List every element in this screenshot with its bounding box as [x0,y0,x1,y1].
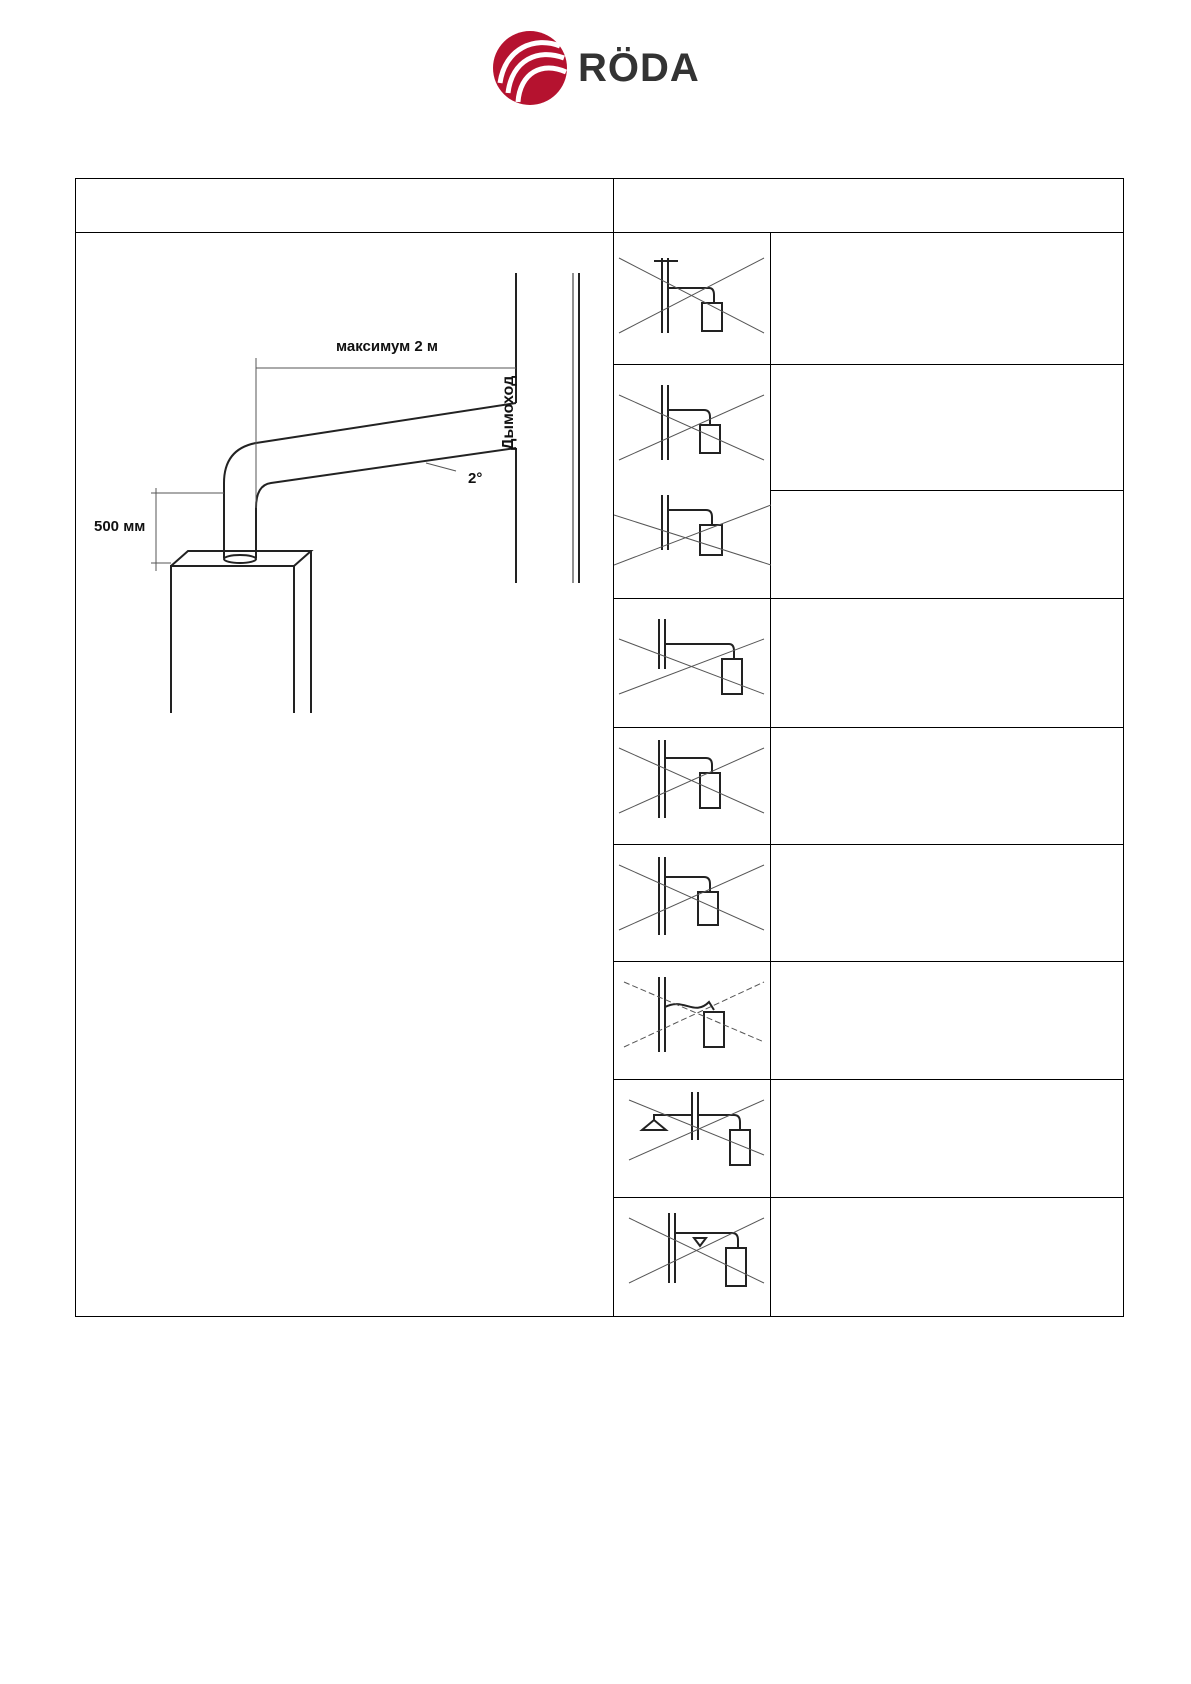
incorrect-example-5-text [771,728,1124,845]
wrong-install-1-icon [614,233,771,364]
label-chimney: Дымоход [500,375,517,450]
installation-table [75,178,1124,1317]
incorrect-example-4 [614,599,771,728]
incorrect-example-8-text [771,1080,1124,1198]
incorrect-example-6 [614,845,771,962]
wrong-install-9-icon [614,1198,771,1316]
incorrect-example-7 [614,962,771,1080]
label-height: 500 мм [94,518,146,535]
incorrect-example-7-text [771,962,1124,1080]
wrong-install-8-icon [614,1080,771,1197]
header-cell-correct [76,179,614,233]
incorrect-example-1-text [771,233,1124,365]
incorrect-example-3-text [771,491,1124,599]
label-max-length: максимум 2 м [336,338,439,355]
brand-name: RÖDA [578,46,700,90]
incorrect-example-9-text [771,1198,1124,1317]
wrong-install-4-icon [614,599,771,727]
incorrect-example-6-text [771,845,1124,962]
roda-swirl-icon [490,28,570,108]
wrong-install-6-icon [614,845,771,961]
roda-logo [490,28,710,108]
wrong-install-5-icon [614,728,771,844]
incorrect-example-2-text [771,365,1124,491]
header-cell-incorrect [614,179,1124,233]
incorrect-example-1 [614,233,771,365]
incorrect-example-5 [614,728,771,845]
incorrect-example-4-text [771,599,1124,728]
incorrect-example-8 [614,1080,771,1198]
label-angle: 2° [468,470,483,487]
correct-install-cell [76,233,614,1317]
correct-install-diagram [76,233,614,713]
incorrect-example-2 [614,365,771,599]
wrong-install-7-icon [614,962,771,1079]
wrong-install-2-icon [614,365,771,597]
incorrect-example-9 [614,1198,771,1317]
